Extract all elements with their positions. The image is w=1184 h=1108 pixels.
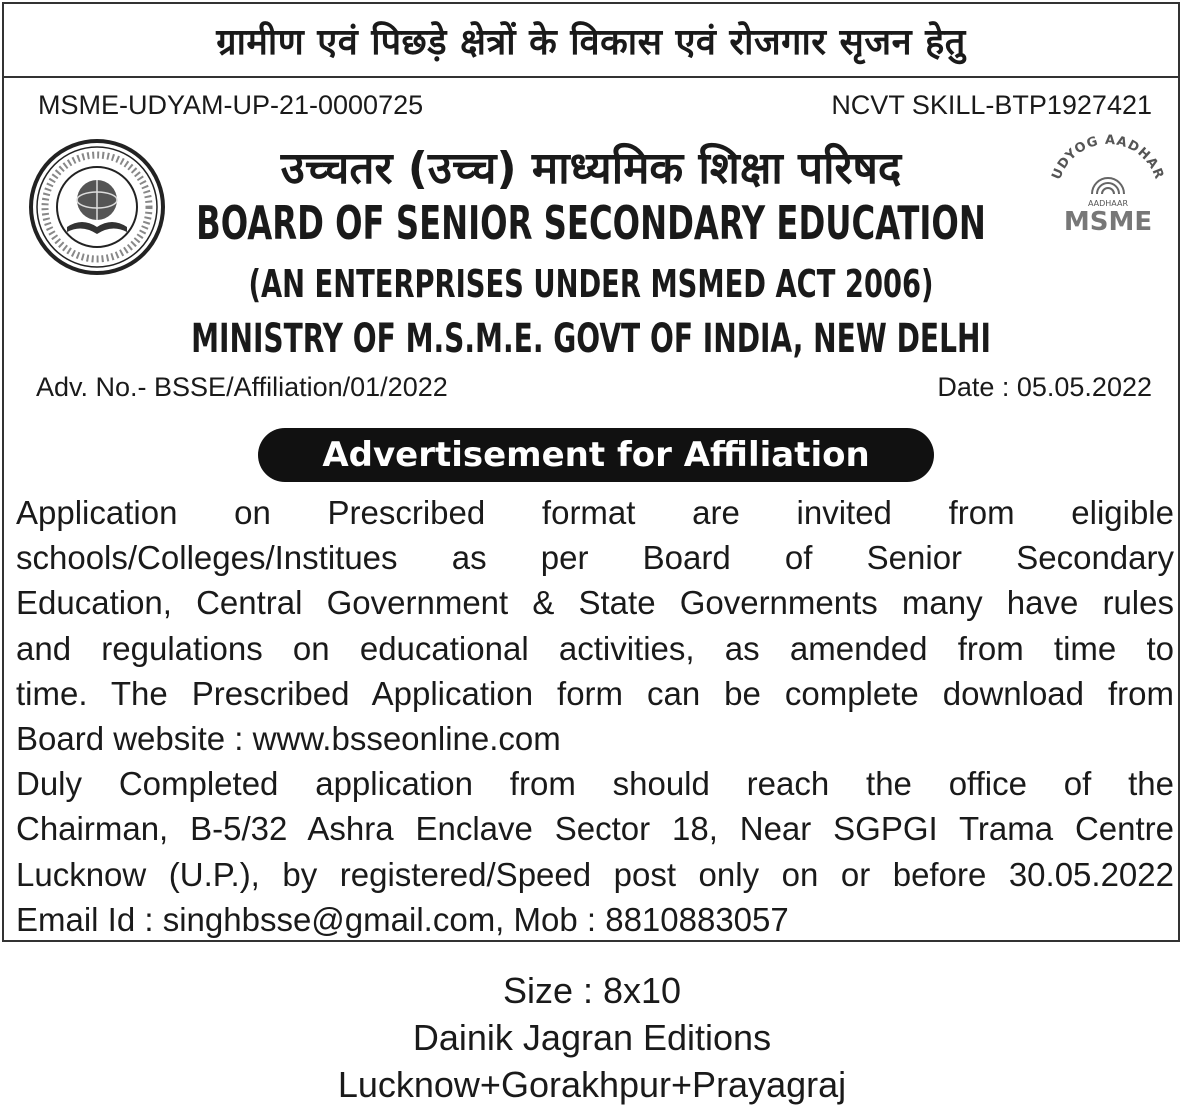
body-line: Application on Prescribed format are invited from eligible <box>16 494 1174 531</box>
body-line: Email Id : singhbsse@gmail.com, Mob : 8810883057 <box>16 900 789 938</box>
ministry-subtitle: MINISTRY OF M.S.M.E. GOVT OF INDIA, NEW DELHI <box>191 316 991 362</box>
body-line: Chairman, B-5/32 Ashra Enclave Sector 18, Near SGPGI Trama Centre <box>16 810 1174 848</box>
ad-size: Size : 8x10 <box>502 970 682 1011</box>
body-line: Lucknow (U.P.), by registered/Speed post only on or before 30.05.2022 <box>16 855 1174 893</box>
svg-text:UDYOG AADHAR <box>1049 133 1166 182</box>
newspaper-editions: Dainik Jagran Editions <box>412 1017 772 1058</box>
advertisement-frame <box>2 2 1180 942</box>
logo-arc-text: UDYOG AADHAR <box>1049 132 1167 182</box>
advertisement-number: Adv. No.- BSSE/Affiliation/01/2022 <box>36 372 448 402</box>
board-title-hindi: उच्चतर (उच्च) माध्यमिक शिक्षा परिषद <box>280 143 902 194</box>
enterprise-subtitle: (AN ENTERPRISES UNDER MSMED ACT 2006) <box>248 262 934 306</box>
hindi-tagline: ग्रामीण एवं पिछड़े क्षेत्रों के विकास एवं रोजगार सृजन हेतु <box>4 4 1178 78</box>
msme-registration: MSME-UDYAM-UP-21-0000725 <box>38 90 424 120</box>
board-title-english: BOARD OF SENIOR SECONDARY EDUCATION <box>196 196 986 250</box>
body-line: time. The Prescribed Application form can be complete download from <box>16 674 1174 712</box>
advertisement-heading: Advertisement for Affiliation <box>258 428 934 482</box>
edition-cities: Lucknow+Gorakhpur+Prayagraj <box>337 1064 847 1105</box>
body-line: Duly Completed application from should reach the office of the <box>16 765 1174 803</box>
logo-msme-text: MSME <box>1063 207 1153 237</box>
ncvt-registration: NCVT SKILL-BTP1927421 <box>831 90 1152 120</box>
advertisement-body <box>16 490 1174 942</box>
body-line: schools/Colleges/Institues as per Board of Senior Secondary <box>16 539 1174 577</box>
body-line: and regulations on educational activities, as amended from time to <box>16 629 1174 667</box>
body-line: Education, Central Government & State Governments many have rules <box>16 584 1174 622</box>
body-line: Board website : www.bsseonline.com <box>16 720 561 758</box>
advertisement-date: Date : 05.05.2022 <box>937 372 1152 402</box>
logo-small-text: AADHAAR <box>1087 199 1129 208</box>
udyog-aadhar-msme-logo <box>1040 132 1176 242</box>
